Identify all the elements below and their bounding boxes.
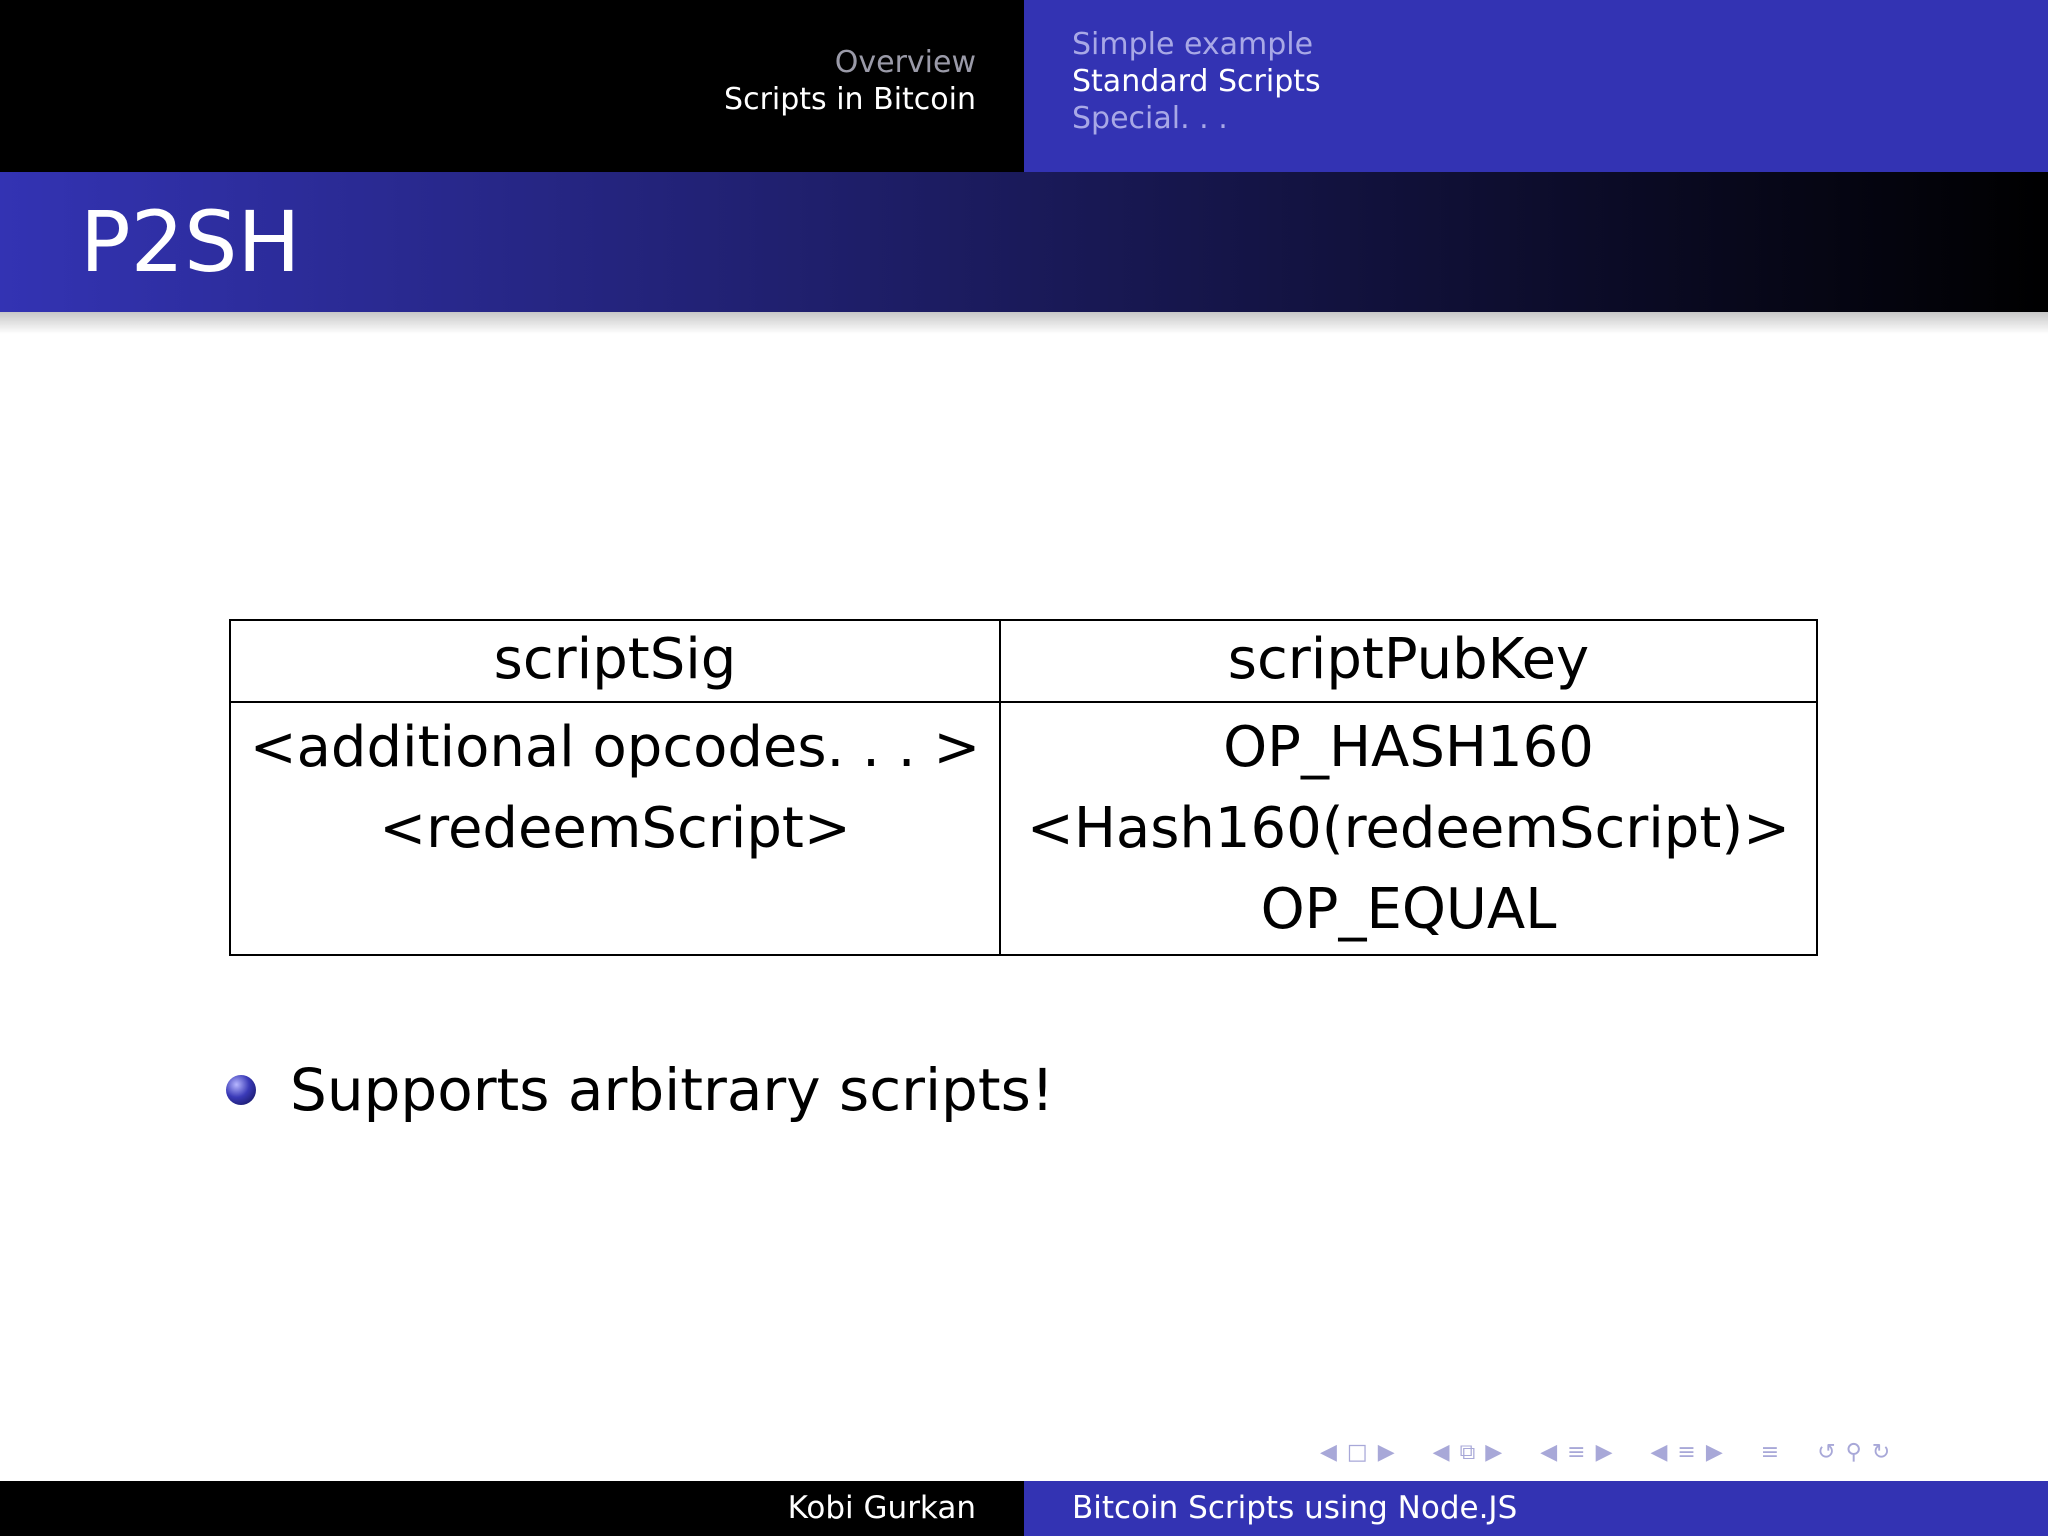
subsection-link-simple-example[interactable]: Simple example (1072, 27, 1314, 62)
scriptpubkey-line: <Hash160(redeemScript)> (1026, 796, 1791, 861)
nav-next-arrow-icon[interactable]: ▶ (1705, 1439, 1723, 1465)
section-icon[interactable]: ≡ (1567, 1439, 1586, 1465)
table-row (230, 702, 1817, 955)
scriptsig-line: <redeemScript> (379, 796, 851, 861)
section-link-scripts-in-bitcoin[interactable]: Scripts in Bitcoin (724, 82, 976, 117)
nav-next-arrow-icon[interactable]: ▶ (1485, 1439, 1503, 1465)
nav-prev-arrow-icon[interactable]: ◀ (1540, 1439, 1558, 1465)
scriptpubkey-cell (1000, 702, 1817, 955)
scriptpubkey-line: OP_EQUAL (1260, 877, 1557, 942)
headline-bar (0, 0, 2048, 172)
nav-prev-arrow-icon[interactable]: ◀ (1320, 1439, 1337, 1465)
beamer-navigation (1320, 1432, 2040, 1472)
scriptsig-line: <additional opcodes. . . > (249, 715, 981, 780)
outline-icon[interactable]: ≡ (1760, 1439, 1780, 1465)
forward-icon[interactable]: ↻ (1871, 1439, 1891, 1465)
subsection-link-special[interactable]: Special. . . (1072, 101, 1228, 136)
section-link-overview[interactable]: Overview (834, 45, 976, 80)
scriptpubkey-line: OP_HASH160 (1223, 715, 1594, 780)
script-table (229, 619, 1818, 956)
nav-next-arrow-icon[interactable]: ▶ (1595, 1439, 1613, 1465)
bullet-ball-icon (226, 1075, 256, 1105)
title-shadow (0, 312, 2048, 334)
frame-title-bar (0, 172, 2048, 312)
frame-icon[interactable]: □ (1346, 1439, 1368, 1465)
subsection-link-standard-scripts[interactable]: Standard Scripts (1072, 64, 1321, 99)
nav-prev-arrow-icon[interactable]: ◀ (1650, 1439, 1668, 1465)
slide-title: P2SH (80, 193, 301, 291)
bullet-text: Supports arbitrary scripts! (290, 1056, 1055, 1124)
section-nav (0, 0, 1024, 172)
nav-next-arrow-icon[interactable]: ▶ (1377, 1439, 1395, 1465)
footer-title: Bitcoin Scripts using Node.JS (1024, 1481, 2048, 1536)
subsection-icon[interactable]: ⧉ (1459, 1439, 1476, 1465)
subsection-nav (1024, 0, 2048, 172)
header-scriptpubkey: scriptPubKey (1000, 620, 1817, 702)
search-icon[interactable]: ⚲ (1845, 1439, 1862, 1465)
scriptsig-cell (230, 702, 1000, 955)
footer-bar (0, 1481, 2048, 1536)
toc-icon[interactable]: ≡ (1677, 1439, 1696, 1465)
header-scriptsig: scriptSig (230, 620, 1000, 702)
footer-author: Kobi Gurkan (0, 1481, 1024, 1536)
nav-prev-arrow-icon[interactable]: ◀ (1432, 1439, 1450, 1465)
table-header-row (230, 620, 1817, 702)
bullet-item (226, 1050, 1054, 1130)
back-icon[interactable]: ↺ (1817, 1439, 1836, 1465)
